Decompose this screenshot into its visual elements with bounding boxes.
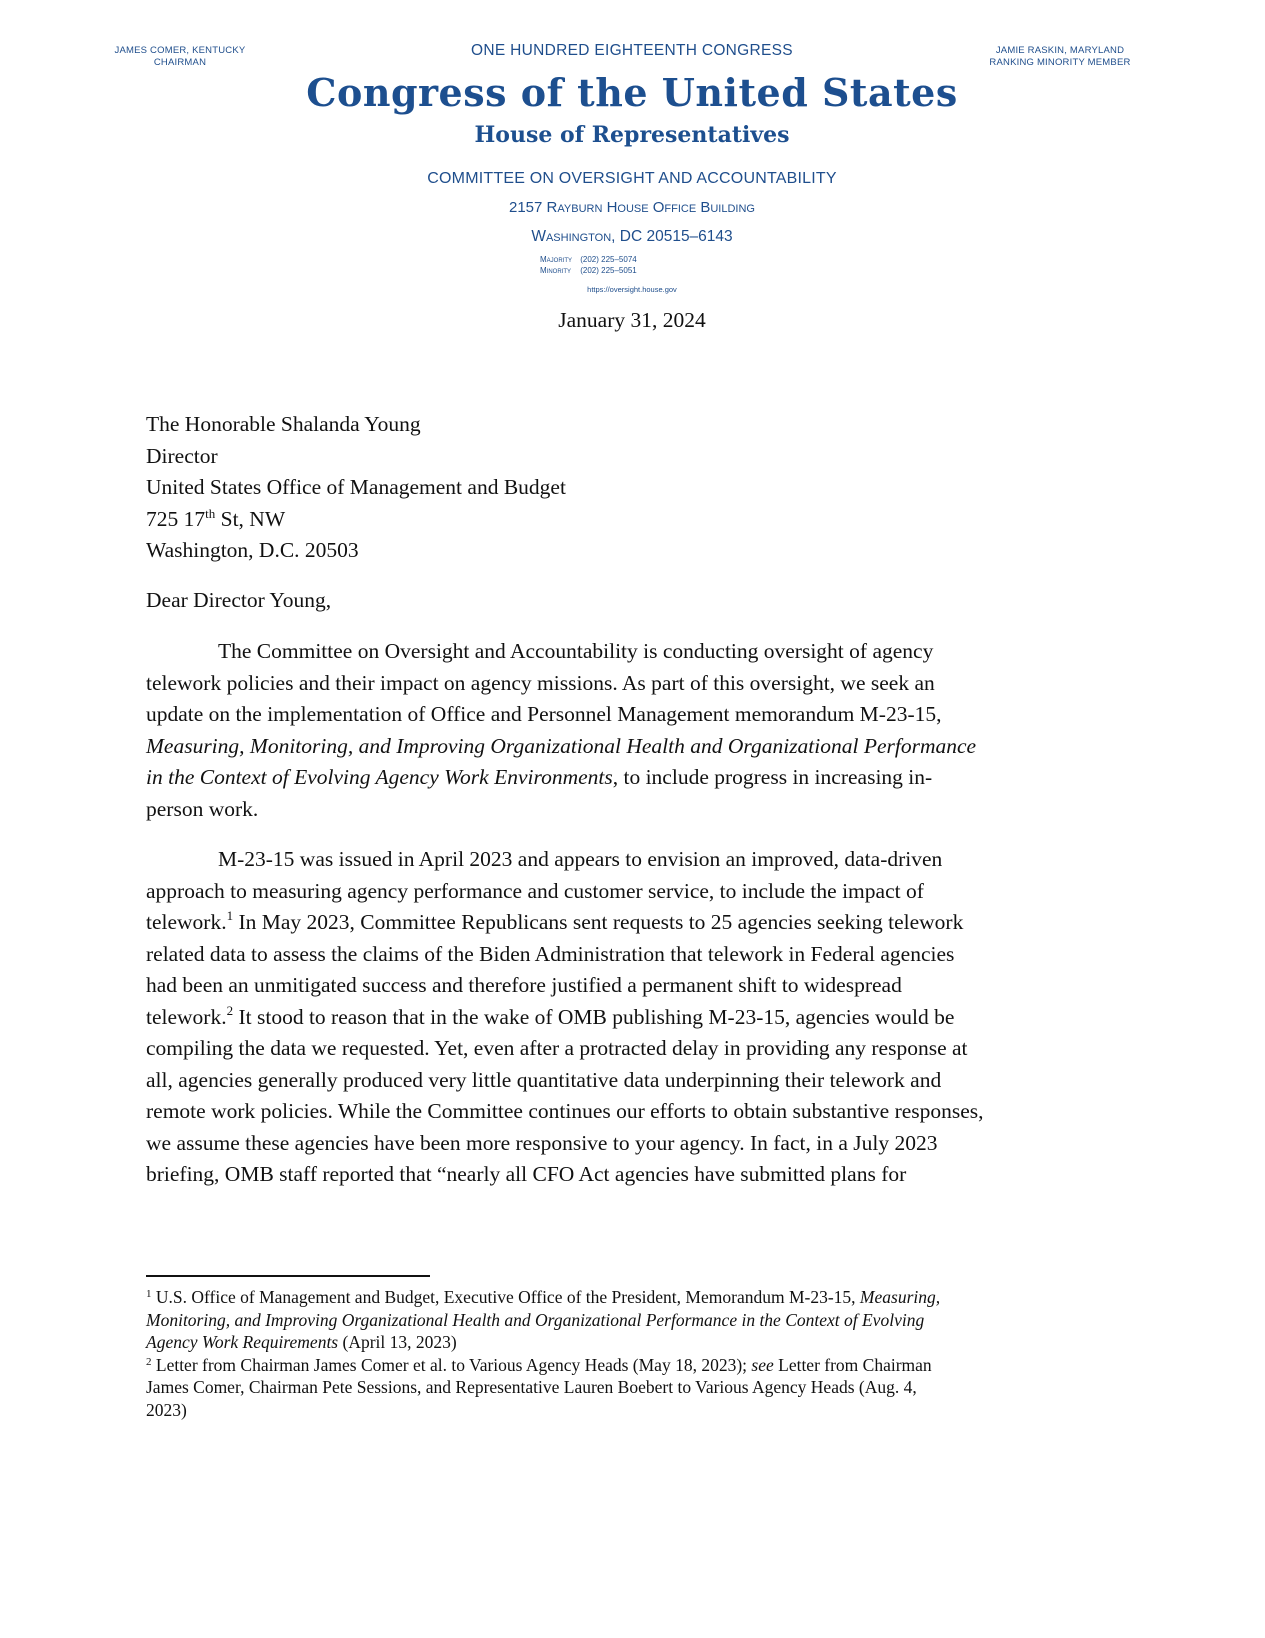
paragraph-line: The Committee on Oversight and Accountability is conducting oversight of agency <box>218 639 934 663</box>
chairman-block <box>95 45 265 69</box>
footnote-2-number: 2 <box>146 1355 152 1368</box>
committee-name: COMMITTEE ON OVERSIGHT AND ACCOUNTABILITY <box>427 170 837 187</box>
paragraph-line: M-23-15 was issued in April 2023 and appears to envision an improved, data-driven <box>218 847 943 871</box>
paragraph-line: briefing, OMB staff reported that “nearly all CFO Act agencies have submitted plans for <box>146 1162 907 1186</box>
paragraph-text: telework. <box>146 910 227 934</box>
recipient-agency: United States Office of Management and Budget <box>146 475 566 499</box>
office-address-line2: Washington, DC 20515–6143 <box>531 228 733 245</box>
footnote-2-line <box>146 1354 1076 1377</box>
footnote-text: U.S. Office of Management and Budget, Executive Office of the President, Memorandum M-23-15, <box>151 1287 860 1307</box>
majority-label: Majority <box>540 255 572 264</box>
paragraph-line: compiling the data we requested. Yet, even after a protracted delay in providing any response at <box>146 1036 968 1060</box>
paragraph-line: remote work policies. While the Committee continues our efforts to obtain substantive responses, <box>146 1099 984 1123</box>
paragraph-line <box>146 731 1081 763</box>
footnote-italic: Agency Work Requirements <box>146 1332 339 1352</box>
footnote-text: (April 13, 2023) <box>338 1332 457 1352</box>
recipient-title: Director <box>146 443 218 468</box>
paragraph-text: It stood to reason that in the wake of OMB publishing M-23-15, agencies would be <box>233 1004 955 1029</box>
footnote-divider <box>146 1275 430 1277</box>
recipient-street <box>146 504 566 536</box>
footnote-text: Letter from Chairman James Comer et al. to Various Agency Heads (May 18, 2023); <box>151 1354 752 1375</box>
street-number: 725 17 <box>146 506 206 531</box>
body-paragraph-1 <box>146 636 1081 825</box>
footnote-2-line: James Comer, Chairman Pete Sessions, and Representative Lauren Boebert to Various Agency Heads (Aug. 4, <box>146 1377 917 1397</box>
footnote-italic: see <box>751 1354 774 1375</box>
congress-number: ONE HUNDRED EIGHTEENTH CONGRESS <box>471 42 793 59</box>
paragraph-line <box>146 762 1081 794</box>
footnote-1-line <box>146 1309 1076 1332</box>
paragraph-line: approach to measuring agency performance and customer service, to include the impact of <box>146 878 924 903</box>
footnote-1-number: 1 <box>146 1288 152 1300</box>
footnote-italic: Measuring, <box>859 1287 941 1307</box>
paragraph-line: related data to assess the claims of the Biden Administration that telework in Federal agencies <box>146 941 955 966</box>
letter-date: January 31, 2024 <box>558 308 706 332</box>
footnote-italic: Monitoring, and Improving Organizational Health and Organizational Performance in the Context of Evolving <box>146 1309 925 1330</box>
committee-website-link[interactable]: https://oversight.house.gov <box>587 285 677 294</box>
paragraph-line: telework policies and their impact on agency missions. As part of this oversight, we seek an <box>146 670 935 695</box>
office-address-line1: 2157 Rayburn House Office Building <box>509 199 755 216</box>
recipient-city: Washington, D.C. 20503 <box>146 538 359 562</box>
footnote-ref-2[interactable]: 2 <box>226 1002 234 1018</box>
letterhead-chamber: House of Representatives <box>474 122 790 148</box>
street-ordinal: th <box>205 505 216 521</box>
recipient-address <box>146 409 566 567</box>
footnotes <box>146 1286 1076 1421</box>
paragraph-line: had been an unmitigated success and therefore justified a permanent shift to widespread <box>146 973 902 997</box>
memo-title-italic: Measuring, Monitoring, and Improving Organizational Health and Organizational Performance <box>146 733 977 758</box>
majority-phone: (202) 225–5074 <box>580 255 637 264</box>
paragraph-line: update on the implementation of Office and Personnel Management memorandum M-23-15, <box>146 702 942 726</box>
paragraph-line: all, agencies generally produced very little quantitative data underpinning their telework and <box>146 1067 942 1092</box>
ranking-member-block <box>955 45 1165 69</box>
minority-phone: (202) 225–5051 <box>580 265 637 275</box>
memo-title-italic: in the Context of Evolving Agency Work Environments <box>146 765 613 789</box>
body-paragraph-2 <box>146 844 1081 1191</box>
phone-numbers <box>540 255 740 276</box>
salutation: Dear Director Young, <box>146 588 332 612</box>
footnote-ref-1[interactable]: 1 <box>226 908 234 923</box>
footnote-1-line <box>146 1331 1076 1354</box>
paragraph-text: telework. <box>146 1004 227 1029</box>
ranking-member-name: JAMIE RASKIN, MARYLAND <box>995 45 1125 56</box>
paragraph-line: person work. <box>146 796 259 821</box>
minority-label: Minority <box>540 265 571 275</box>
minority-phone-row <box>540 266 740 277</box>
chairman-title: CHAIRMAN <box>153 57 207 68</box>
chairman-name: JAMES COMER, KENTUCKY <box>114 45 246 56</box>
paragraph-line: we assume these agencies have been more responsive to your agency. In fact, in a July 2023 <box>146 1130 938 1155</box>
paragraph-text: In May 2023, Committee Republicans sent requests to 25 agencies seeking telework <box>233 910 964 934</box>
paragraph-line <box>146 1002 1081 1034</box>
ranking-member-title: RANKING MINORITY MEMBER <box>989 57 1131 68</box>
footnote-2-line: 2023) <box>146 1399 187 1420</box>
paragraph-text: , to include progress in increasing in- <box>612 765 933 789</box>
recipient-name: The Honorable Shalanda Young <box>146 412 421 436</box>
letterhead-title: Congress of the United States <box>306 70 958 115</box>
majority-phone-row <box>540 255 740 266</box>
paragraph-line <box>146 907 1081 939</box>
footnote-text: Letter from Chairman <box>773 1354 932 1375</box>
street-name: St, NW <box>215 506 286 531</box>
footnote-1-line <box>146 1286 1076 1309</box>
